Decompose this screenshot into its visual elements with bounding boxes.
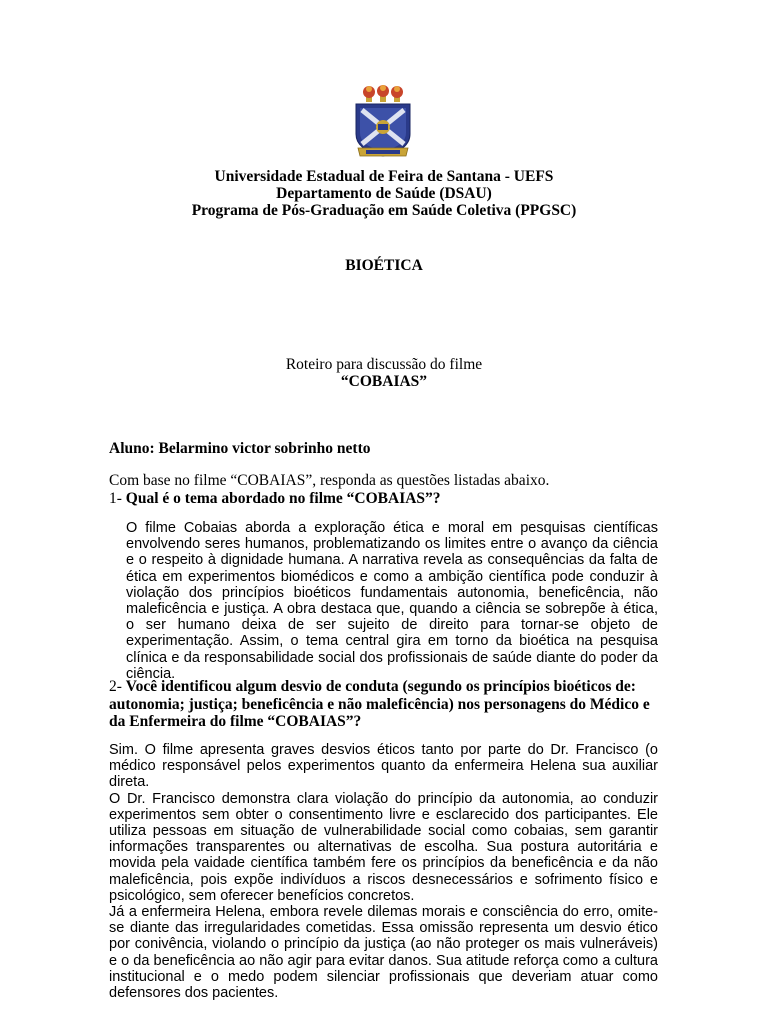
torches [363,85,403,102]
program-name: Programa de Pós-Graduação em Saúde Coletiva (PPGSC) [191,202,577,219]
answer-2-paragraph-3: Já a enfermeira Helena, embora revele dilemas morais e consciência do erro, omite-se diante das irregularidades cometidas. Essa omissão representa um desvio ético por conivência, violando o princípio da justiça (ao não proteger os mais vulneráveis) e o da beneficência ao não agir para evitar danos. Sua atitude reforça como a cultura institucional e o medo podem silenciar profissionais que deveriam atuar como defensores dos pacientes. [109,904,658,1002]
question-2 [109,678,654,731]
uefs-crest-logo [340,84,426,162]
answer-2-paragraph-1: Sim. O filme apresenta graves desvios éticos tanto por parte do Dr. Francisco (o médico responsável pelos experimentos quanto da enfermeira Helena sua auxiliar direta. [109,742,658,791]
question-1-text: Qual é o tema abordado no filme “COBAIAS”? [125,490,441,507]
answer-1-text: O filme Cobaias aborda a exploração ética e moral em pesquisas científicas envolvendo seres humanos, problematizando os limites entre o avanço da ciência e o respeito à dignidade humana. A narrativa revela as consequências da falta de ética em experimentos biomédicos e como a ambição científica pode conduzir à violação dos princípios bioéticos fundamentais autonomia, beneficência, não maleficência e justiça. A obra destaca que, quando a ciência se sobrepõe à ética, o ser humano deixa de ser sujeito de direito para tornar-se objeto de experimentação. Assim, o tema central gira em torno da bioética na pesquisa clínica e da responsabilidade social dos profissionais de saúde diante do poder da ciência. [126,520,658,682]
question-2-text: Você identificou algum desvio de conduta (segundo os princípios bioéticos de: autonomia; justiça; beneficência e não maleficência) nos personagens do Médico e da Enfermeira do filme “COBAIAS”? [109,678,650,730]
course-title: BIOÉTICA [345,257,423,274]
institution-header [0,168,768,219]
question-1-number: 1- [109,490,126,507]
question-2-number: 2- [109,678,126,695]
roteiro-line: Roteiro para discussão do filme [285,356,483,373]
question-1 [109,490,669,508]
intro-block [109,472,669,508]
film-title: “COBAIAS” [340,373,428,390]
roteiro-heading [0,356,768,390]
student-name: Aluno: Belarmino victor sobrinho netto [109,440,371,457]
department-name: Departamento de Saúde (DSAU) [276,185,492,202]
instruction-text: Com base no filme “COBAIAS”, responda as questões listadas abaixo. [109,472,550,489]
answer-2 [109,742,658,1001]
university-name: Universidade Estadual de Feira de Santana - UEFS [214,168,554,185]
answer-1 [126,520,658,682]
crest-icon [340,84,426,162]
answer-2-paragraph-2: O Dr. Francisco demonstra clara violação do princípio da autonomia, ao conduzir experimentos sem obter o consentimento livre e esclarecido dos participantes. Ele utiliza pessoas em situação de vulnerabilidade social como cobaias, sem garantir informações transparentes ou alternativas de escolha. Sua postura autoritária e movida pela vaidade científica também fere os princípios da beneficência e da não maleficência, pois expõe indivíduos a riscos desnecessários e sofrimento físico e psicológico, sem oferecer benefícios concretos. [109,790,658,904]
